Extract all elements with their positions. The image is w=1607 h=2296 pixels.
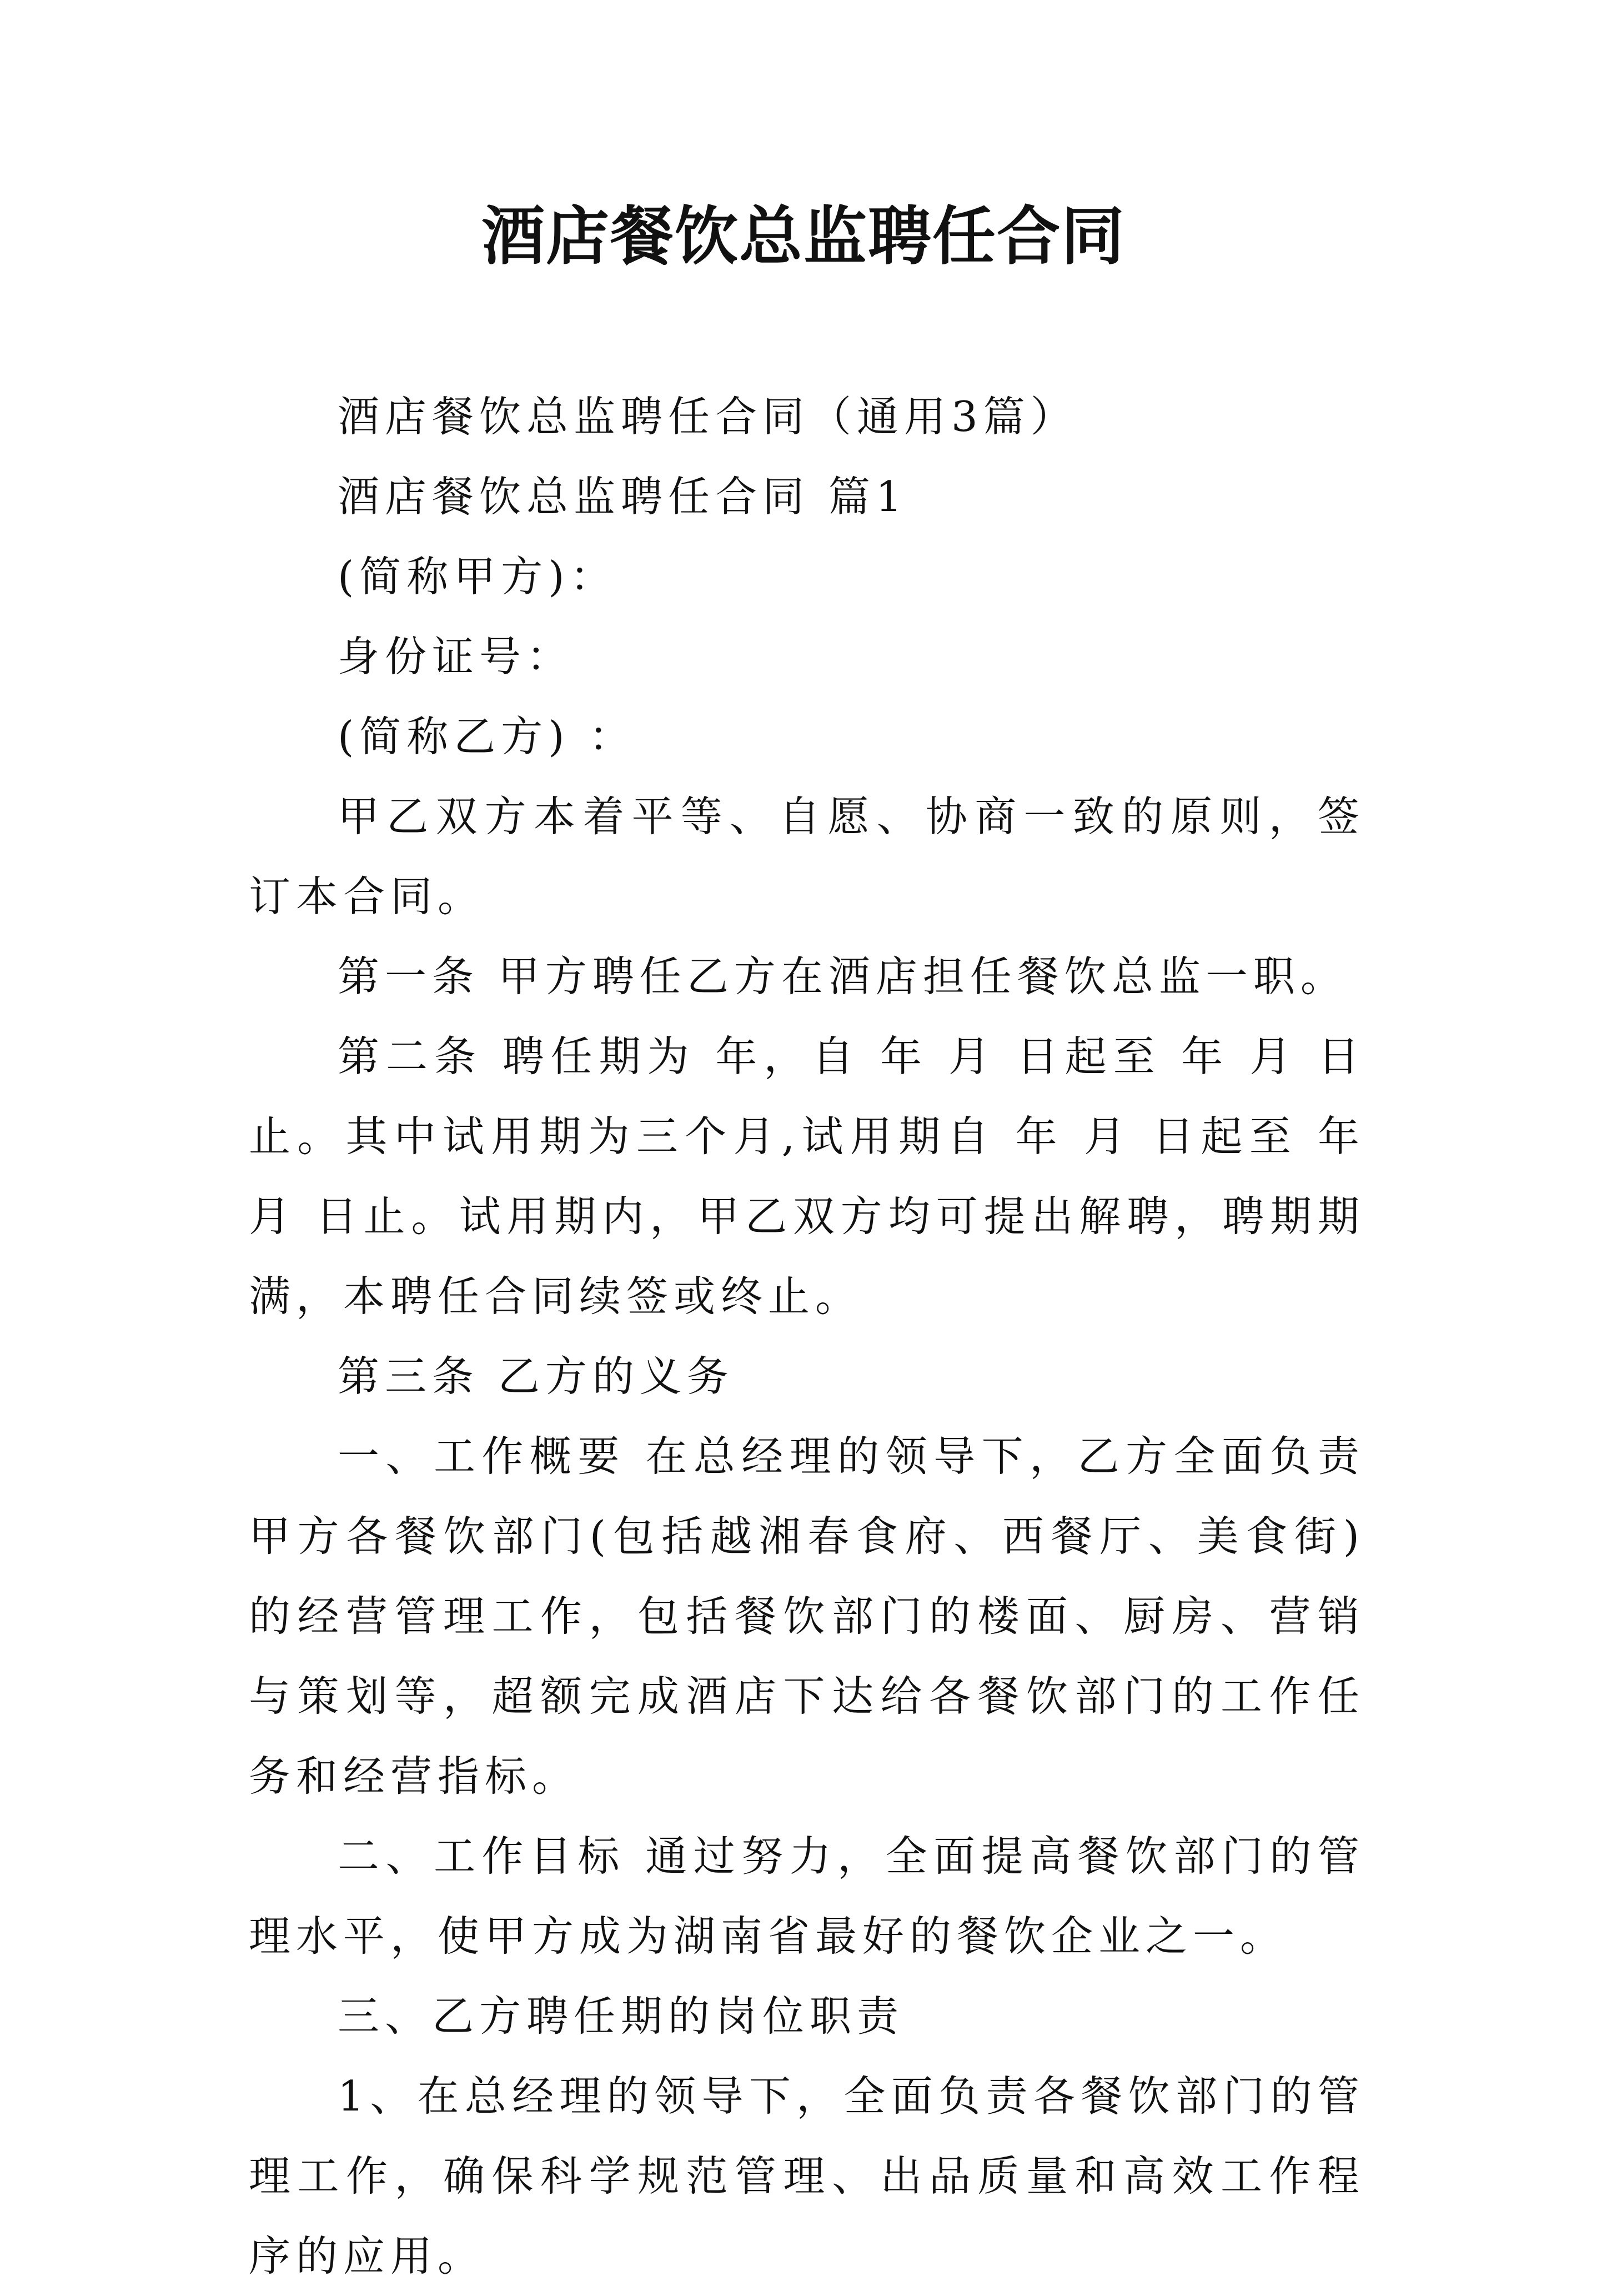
- paragraph-work-goal: 二、工作目标 通过努力，全面提高餐饮部门的管理水平，使甲方成为湖南省最好的餐饮企业之一。: [249, 1832, 1365, 1961]
- paragraph-duty-1: 1、在总经理的领导下，全面负责各餐饮部门的管理工作，确保科学规范管理、出品质量和高效工作程序的应用。: [249, 2072, 1365, 2280]
- paragraph-article-3: 第三条 乙方的义务: [338, 1352, 734, 1401]
- paragraph-article-1: 第一条 甲方聘任乙方在酒店担任餐饮总监一职。: [338, 952, 1348, 1001]
- paragraph-party-b: (简称乙方) ：: [338, 712, 636, 761]
- paragraph-article-2: 第二条 聘任期为 年，自 年 月 日起至 年 月 日止。其中试用期为三个月,试用期自 年 月 日起至 年 月 日止。试用期内，甲乙双方均可提出解聘，聘期期满，本聘任合同续签或终止。: [249, 1032, 1365, 1321]
- paragraph-party-a: (简称甲方)：: [338, 552, 617, 601]
- paragraph-duties-heading: 三、乙方聘任期的岗位职责: [338, 1992, 905, 2041]
- paragraph-part-heading: 酒店餐饮总监聘任合同 篇1: [338, 472, 908, 521]
- paragraph-work-overview: 一、工作概要 在总经理的领导下，乙方全面负责甲方各餐饮部门(包括越湘春食府、西餐厅、美食街)的经营管理工作，包括餐饮部门的楼面、厨房、营销与策划等，超额完成酒店下达给各餐饮部门的工作任务和经营指标。: [249, 1432, 1365, 1801]
- paragraph-subtitle: 酒店餐饮总监聘任合同（通用3篇）: [338, 392, 1078, 441]
- paragraph-id-number: 身份证号：: [338, 632, 574, 681]
- document-body: [249, 377, 1365, 2296]
- document-title: 酒店餐饮总监聘任合同: [481, 199, 1126, 273]
- paragraph-principle: 甲乙双方本着平等、自愿、协商一致的原则，签订本合同。: [249, 792, 1365, 921]
